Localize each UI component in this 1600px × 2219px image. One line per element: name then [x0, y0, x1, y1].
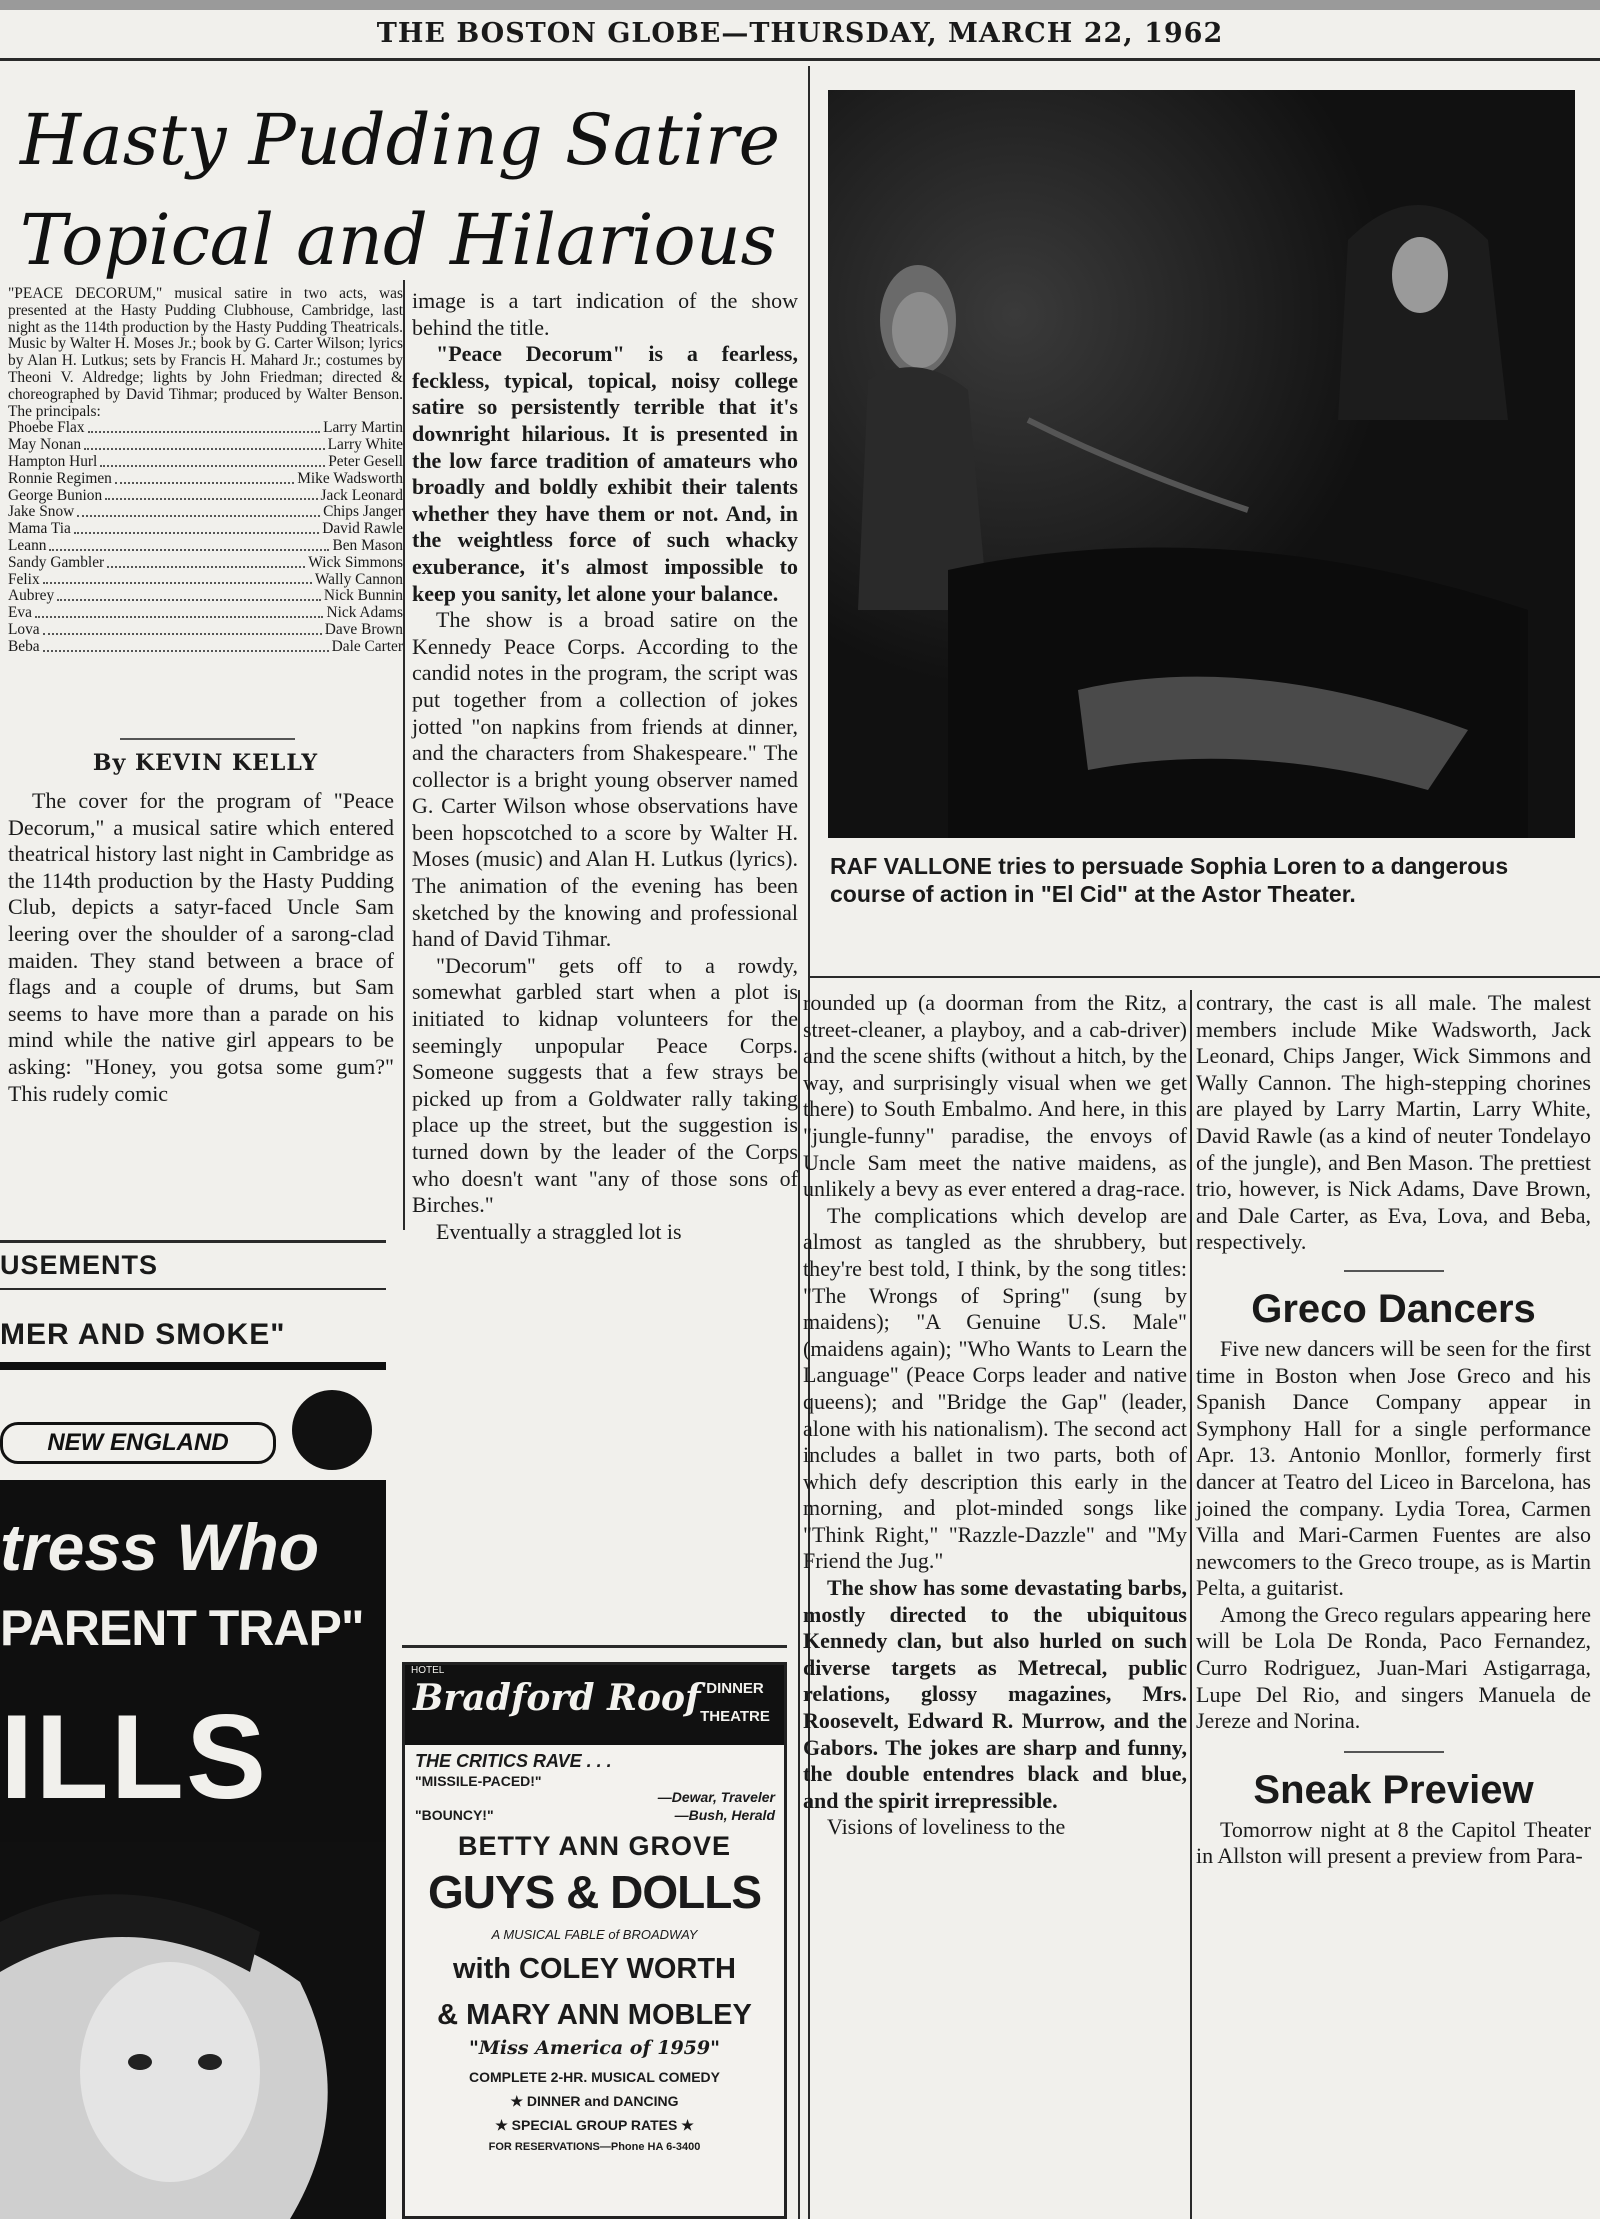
cast-entry	[8, 488, 403, 505]
ad-quote-2: "BOUNCY!"	[415, 1807, 494, 1823]
cast-entry	[8, 454, 403, 471]
cast-actor: Dale Carter	[331, 637, 403, 655]
cast-role: Leann	[8, 536, 47, 554]
cast-entry	[8, 572, 403, 589]
headline-line-2: Topical and Hilarious	[20, 199, 777, 281]
ad-critics: THE CRITICS RAVE . . .	[415, 1751, 612, 1771]
section-rule	[1344, 1751, 1444, 1753]
cast-entry	[8, 471, 403, 488]
article-paragraph: The show has some devastating barbs, mostly directed to the ubiquitous Kennedy clan, but also hurled on such diverse targets as Metrecal, public relations, glossy magazines, Mrs. Roosevelt, Edward R. Murrow, and the Gabors. The jokes are sharp and funny, the double entendres black and blue, and the spirit irrepressible.	[803, 1575, 1187, 1813]
cast-actor: Mike Wadsworth	[297, 469, 403, 487]
ad-photo	[0, 1842, 386, 2219]
article-paragraph: "Decorum" gets off to a rowdy, somewhat garbled start when a plot is initiated to kidnap volunteers for the seemingly unpopular Peace Corps. Someone suggests that a few strays be picked up from a Goldwater rally taking place up the street, but the suggestion is turned down by the leader of the Corps who doesn't want "any of those sons of Birches."	[412, 952, 798, 1218]
credits-box	[8, 286, 403, 656]
cast-actor: Larry Martin	[323, 419, 403, 437]
amusement-ad	[0, 1362, 386, 2219]
cast-actor: David Rawle	[322, 520, 403, 538]
ad-line-rates: ★ SPECIAL GROUP RATES ★	[495, 2117, 694, 2133]
article-paragraph: Eventually a straggled lot is	[436, 1218, 682, 1244]
column-rule-3	[798, 990, 800, 2219]
dot-leader	[88, 420, 321, 433]
ad-line-1: tress Who	[0, 1510, 320, 1584]
cast-role: Beba	[8, 637, 40, 655]
article-column-3	[803, 990, 1187, 1841]
cast-actor: Chips Janger	[323, 503, 403, 521]
cast-role: Hampton Hurl	[8, 452, 98, 470]
dot-leader	[107, 555, 305, 568]
ad-source-2: —Bush, Herald	[674, 1807, 775, 1823]
cast-actor: Nick Bunnin	[323, 587, 403, 605]
cast-actor: Larry White	[327, 436, 403, 454]
ad-and: & MARY ANN MOBLEY	[437, 1999, 752, 2031]
dot-leader	[77, 504, 320, 517]
ad-top-rule	[402, 1645, 787, 1648]
cast-role: Aubrey	[8, 587, 55, 605]
credits-intro: "PEACE DECORUM," musical satire in two acts, was presented at the Hasty Pudding Clubhouse, Cambridge, last night as the 114th production by the Hasty Pudding Theatricals. Music by Walter H. Moses Jr.; book by G. Carter Wilson; lyrics by Alan H. Lutkus; sets by Francis H. Mahard Jr.; costumes by Theoni V. Aldredge; lights by John Friedman; directed & choreographed by David Tihmar; produced by Walter Benson. The principals:	[8, 285, 403, 420]
ad-dinner-label: DINNER	[706, 1680, 764, 1697]
article-column-2	[412, 288, 798, 1245]
column-rule-1	[403, 280, 405, 1230]
photo-caption: RAF VALLONE tries to persuade Sophia Loren to a dangerous course of action in "El Cid" at the Astor Theater.	[830, 853, 1509, 907]
article-paragraph: The show is a broad satire on the Kennedy Peace Corps. According to the candid notes in the program, the script was put together from a collection of jokes jotted "on napkins from friends at dinner, and the characters from Shakespeare." The collector is a bright young observer named G. Carter Wilson whose observations have been hopscotched to a score by Walter H. Moses (music) and Alan H. Lutkus (lyrics). The animation of the evening has been sketched by the knowing and professional hand of David Tihmar.	[412, 607, 798, 952]
cast-actor: Jack Leonard	[320, 486, 403, 504]
article-paragraph: contrary, the cast is all male. The malest members include Mike Wadsworth, Jack Leonard, Chips Janger, Wick Simmons and Wally Cannon. The high-stepping chorines are played by Larry Martin, Larry White, David Rawle (as a kind of neuter Tondelayo of the jungle), and Ben Mason. The prettiest trio, however, is Nick Adams, Dave Brown, and Dale Carter, as Eva, Lova, and Beba, respectively.	[1196, 990, 1591, 1255]
dot-leader	[100, 454, 325, 467]
dot-leader	[74, 521, 319, 534]
cast-role: May Nonan	[8, 436, 82, 454]
amusements-header: USEMENTS	[0, 1250, 159, 1280]
cast-role: Eva	[8, 604, 32, 622]
cast-list	[8, 420, 403, 655]
cast-entry	[8, 504, 403, 521]
article-paragraph: rounded up (a doorman from the Ritz, a street-cleaner, a playboy, and a cab-driver) and the scene shifts (without a hitch, by the way, and surprisingly visual when we get there) to South Embalmo. And here, in this "jungle-funny" paradise, the envoys of Uncle Sam meet the native maidens, as unlikely a bevy as ever entered a drag-race.	[803, 990, 1187, 1202]
cast-entry	[8, 437, 403, 454]
photo-el-cid	[828, 90, 1575, 838]
ad-fable: A MUSICAL FABLE of BROADWAY	[491, 1927, 698, 1942]
dot-leader	[49, 538, 329, 551]
ad-line-reservations: FOR RESERVATIONS—Phone HA 6-3400	[488, 2141, 701, 2153]
ad-line-complete: COMPLETE 2-HR. MUSICAL COMEDY	[469, 2069, 720, 2085]
cast-role: Ronnie Regimen	[8, 469, 112, 487]
cast-entry	[8, 622, 403, 639]
amusements-show-title: MER AND SMOKE"	[0, 1318, 286, 1351]
ad-miss-america: "Miss America of 1959"	[468, 2037, 721, 2059]
dot-leader	[57, 588, 321, 601]
dot-leader	[43, 572, 312, 585]
article-paragraph: The cover for the program of "Peace Decorum," a musical satire which entered theatrical history last night in Cambridge as the 114th production by the Hasty Pudding Club, depicts a satyr-faced Uncle Sam leering over the shoulder of a sarong-clad maiden. They stand between a brace of flags and a couple of drums, but Sam seems to have more than a parade on his mind while the native girl appears to be asking: "Honey, you gotsa some gum?" This rudely comic	[8, 788, 394, 1106]
cast-role: Mama Tia	[8, 520, 71, 538]
masthead-rule	[0, 58, 1600, 61]
ad-hotel-label: HOTEL	[411, 1665, 445, 1676]
ad-line-dinner: ★ DINNER and DANCING	[510, 2093, 679, 2109]
headline-line-1: Hasty Pudding Satire	[20, 99, 781, 181]
byline: By KEVIN KELLY	[92, 750, 319, 776]
dot-leader	[35, 605, 324, 618]
article-column-4	[1196, 990, 1591, 1870]
masthead: THE BOSTON GLOBE—THURSDAY, MARCH 22, 1962	[376, 18, 1224, 49]
greco-headline: Greco Dancers	[1251, 1286, 1536, 1331]
cast-entry	[8, 605, 403, 622]
article-paragraph: image is a tart indication of the show behind the title.	[412, 288, 798, 340]
cast-entry	[8, 555, 403, 572]
cast-role: George Bunion	[8, 486, 103, 504]
ad-line-3: ILLS	[0, 1690, 268, 1824]
article-column-1	[8, 788, 394, 1107]
cast-role: Jake Snow	[8, 503, 75, 521]
ad-theatre-label: THEATRE	[700, 1708, 770, 1725]
cast-role: Felix	[8, 570, 40, 588]
photo-image	[828, 90, 1575, 838]
dot-leader	[115, 471, 294, 484]
ad-with: with COLEY WORTH	[452, 1953, 736, 1985]
dot-leader	[84, 437, 325, 450]
cast-actor: Dave Brown	[324, 620, 403, 638]
cast-actor: Ben Mason	[332, 536, 403, 554]
ad-banner: NEW ENGLAND	[0, 1422, 276, 1464]
photo-bottom-rule	[808, 976, 1600, 978]
cast-entry	[8, 521, 403, 538]
dot-leader	[43, 639, 329, 652]
byline-rule	[120, 738, 295, 740]
cast-entry	[8, 538, 403, 555]
cast-role: Sandy Gambler	[8, 553, 105, 571]
ad-venue-name: Bradford Roof	[413, 1677, 701, 1719]
cast-entry	[8, 588, 403, 605]
article-paragraph: The complications which develop are almost as tangled as the shrubbery, but they're best told, I think, by the song titles: "The Wrongs of Spring" (sung by maidens); "A Genuine U.S. Male" (maidens again); "Who Wants to Learn the Language" (Peace Corps leader and native queens); and "Bridge the Gap" (leader, alone with his nationalism). The second act includes a ballet in two parts, both of which defy description this early in the morning, and plot-minded songs like "Think Right," "Razzle-Dazzle" and "My Friend the Jug."	[803, 1202, 1187, 1574]
cast-role: Lova	[8, 620, 40, 638]
sneak-preview-headline: Sneak Preview	[1253, 1767, 1534, 1812]
cast-actor: Wally Cannon	[314, 570, 403, 588]
ad-line-2: PARENT TRAP"	[0, 1600, 364, 1656]
ad-dinner-theatre	[695, 1675, 775, 1731]
headline	[20, 90, 800, 290]
ad-seal-icon	[292, 1390, 372, 1470]
amusements-subrule	[0, 1288, 386, 1290]
sneak-paragraph: Tomorrow night at 8 the Capitol Theater in Allston will present a preview from Para-	[1196, 1816, 1591, 1869]
ad-source-1: —Dewar, Traveler	[657, 1789, 775, 1805]
ad-star: BETTY ANN GROVE	[457, 1831, 732, 1861]
ad-show-title: GUYS & DOLLS	[427, 1866, 762, 1918]
cast-role: Phoebe Flax	[8, 419, 85, 437]
cast-entry	[8, 639, 403, 656]
cast-entry	[8, 420, 403, 437]
section-rule	[1344, 1270, 1444, 1272]
greco-paragraph: Among the Greco regulars appearing here will be Lola De Ronda, Paco Fernandez, Curro Rodriguez, Juan-Mari Astigarraga, Lupe Del Rio, and singers Manuela de Jereze and Norina.	[1196, 1601, 1591, 1734]
article-lead-paragraph: "Peace Decorum" is a fearless, feckless, typical, topical, noisy college satire so persistently terrible that it's downright hilarious. It is presented in the low farce tradition of amateurs who broadly and boldly exhibit their talents whether they have them or not. And, in the weightless force of such whacky exuberance, it's almost impossible to keep you sanity, let alone your balance.	[412, 341, 798, 606]
cast-actor: Nick Adams	[326, 604, 403, 622]
cast-actor: Wick Simmons	[308, 553, 403, 571]
greco-paragraph: Five new dancers will be seen for the first time in Boston when Jose Greco and his Spanish Dance Company appear in Symphony Hall for a single performance Apr. 13. Antonio Monllor, formerly first dancer at Teatro del Liceo in Barcelona, has joined the company. Lydia Torea, Carmen Villa and Mari-Carmen Fuentes are also newcomers to the Greco troupe, as is Martin Pelta, a guitarist.	[1196, 1335, 1591, 1601]
article-paragraph: Visions of loveliness to the	[827, 1814, 1066, 1840]
ad-quote-1: "MISSILE-PACED!"	[415, 1773, 542, 1789]
cast-actor: Peter Gesell	[328, 452, 403, 470]
column-rule-4	[1190, 990, 1192, 2219]
dot-leader	[105, 488, 317, 501]
amusements-rule	[0, 1240, 386, 1243]
dot-leader	[43, 622, 322, 635]
bradford-roof-ad	[402, 1662, 787, 2219]
top-border	[0, 0, 1600, 10]
